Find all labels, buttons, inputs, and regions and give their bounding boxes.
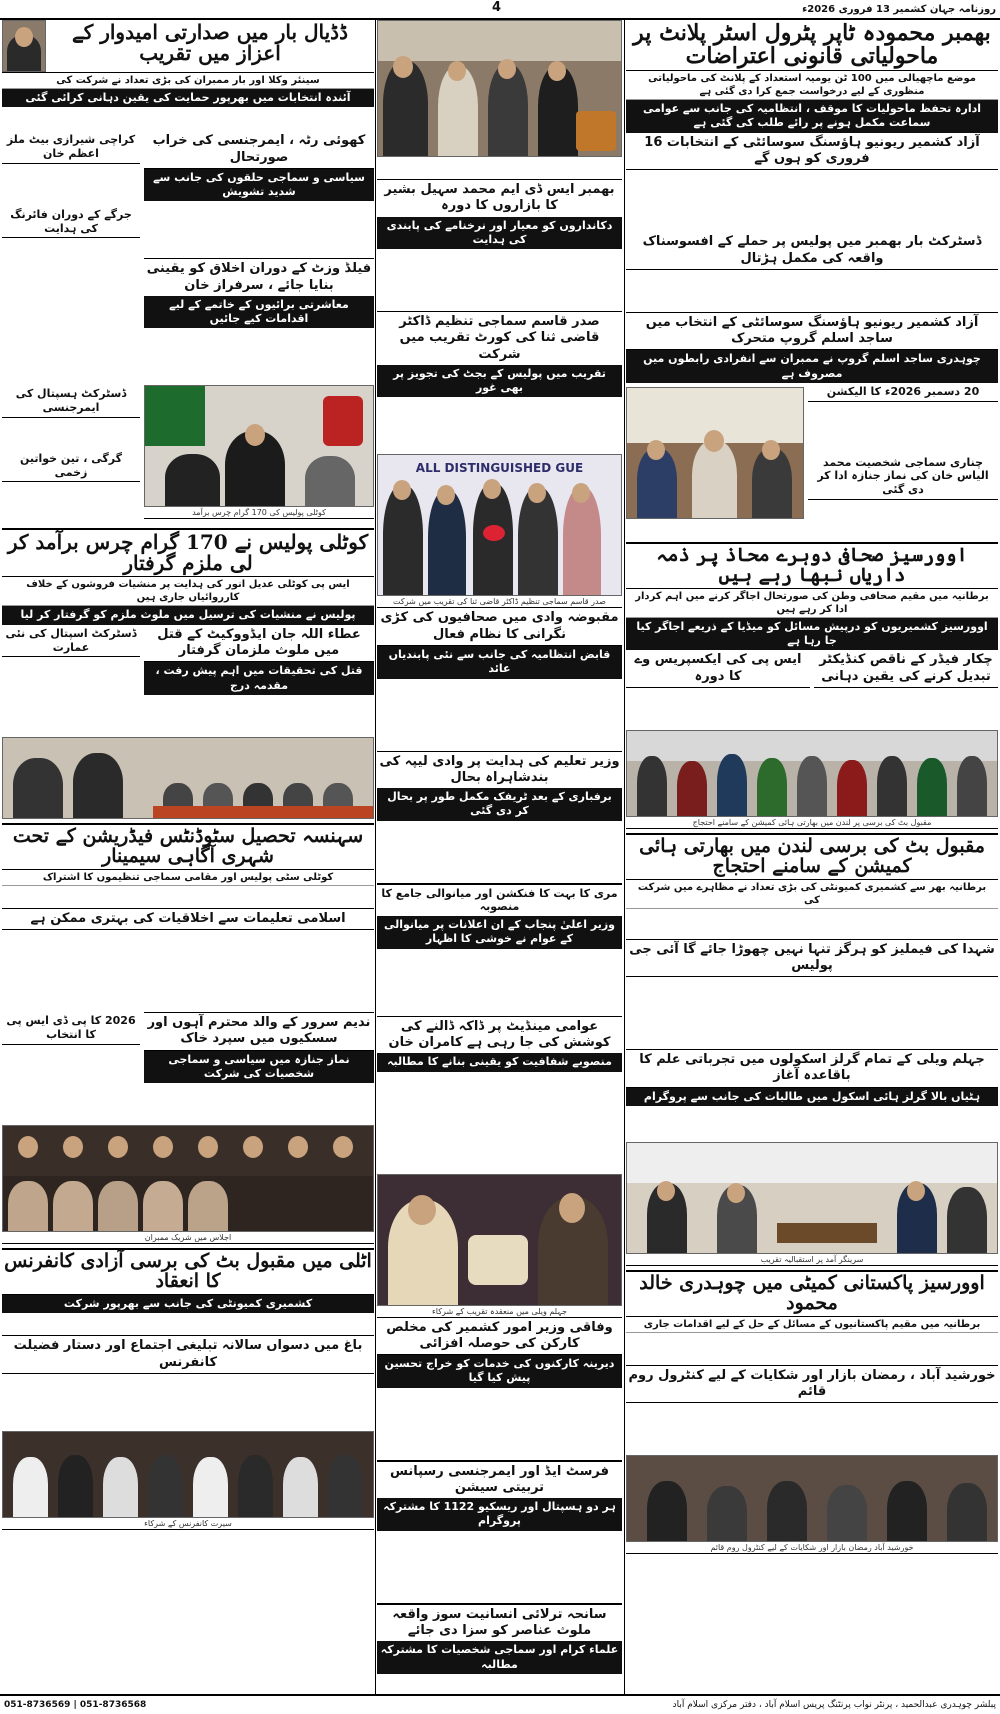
bar-field-visit: معاشرتی برائیوں کے خاتمے کے لیے اقدامات کیے جائیں [144, 296, 374, 329]
headline-gargi: گرگی ، تین خواتین زخمی [2, 450, 140, 483]
headline-nadeem-sarwar: ندیم سرور کے والد محترم آہوں اور سسکیوں میں سپرد خاک [144, 1012, 374, 1051]
bar-girls-schools: ہٹیاں بالا گرلز ہائی اسکول میں طالبات کی جانب سے پروگرام [626, 1088, 998, 1106]
headline-court-ceremony: صدر قاسم سماجی تنظیم ڈاکٹر قاضی ثنا کی کورٹ تقریب میں شرکت [377, 311, 622, 365]
headline-leepa-road: وزیر تعلیم کی ہدایت پر وادی لیپہ کی بندشاہراہ بحال [377, 751, 622, 789]
headline-martyrs-families: شہدا کی فیملیز کو ہرگز تنہا نہیں چھوڑا جائے گا آئی جی پولیس [626, 939, 998, 978]
bar-nadeem-sarwar: نماز جنازہ میں سیاسی و سماجی شخصیات کی شرکت [144, 1051, 374, 1084]
bar-overseas-journalists: اوورسیز کشمیریوں کو درپیش مسائل کو میڈیا کے ذریعے اجاگر کیا جا رہا ہے [626, 618, 998, 651]
headline-first-aid: فرسٹ ایڈ اور ایمرجنسی رسپانس تربیتی سیشن [377, 1460, 622, 1499]
bar-dadyal-bar: آئندہ انتخابات میں بھرپور حمایت کی یقین دہانی کرائی گئی [2, 89, 374, 107]
headline-sdm-visit: بھمبر ایس ڈی ایم محمد سہیل بشیر کا بازاروں کا دورہ [377, 179, 622, 217]
bar-leepa-road: برفباری کے بعد ٹریفک مکمل طور پر بحال کر دی گئی [377, 788, 622, 821]
headline-journalists-surveillance: مقبوضہ وادی میں صحافیوں کی کڑی نگرانی کا نظام فعال [377, 608, 622, 646]
headline-mianwali-project: مری کا بہت کا فنکشن اور میانوالی جامع کا منصوبہ [377, 883, 622, 917]
headline-election-2026: 20 دسمبر 2026ء کا الیکشن [808, 383, 998, 402]
article-text [377, 1388, 622, 1460]
bar-federal-minister: دیرینہ کارکنوں کی خدمات کو خراج تحسین پیش کیا گیا [377, 1355, 622, 1388]
bar-mianwali-project: وزیر اعلیٰ پنجاب کے ان اعلانات پر میانوالی کے عوام نے خوشی کا اظہار [377, 916, 622, 949]
caption-police: کوٹلی پولیس کی 170 گرام چرس برآمد [144, 507, 374, 519]
headline-housing-election: آزاد کشمیر ریونیو ہاؤسنگ سوسائٹی کے انتخابات 16 فروری کو ہوں گے [626, 133, 998, 171]
headline-ramadan-bazaar: خورشید آباد ، رمضان بازار اور شکایات کے لیے کنٹرول روم قائم [626, 1365, 998, 1404]
article-text [626, 909, 998, 939]
article-text [377, 249, 622, 311]
article-text [808, 402, 998, 454]
bar-journalists-surveillance: قابض انتظامیہ کی جانب سے نئی پابندیاں عائد [377, 646, 622, 679]
headline-dadyal-bar: ڈڈیال بار میں صدارتی امیدوار کے اعزاز میں تقریب [72, 20, 348, 65]
article-text [144, 328, 374, 385]
photo-portrait [2, 20, 46, 72]
article-text [377, 157, 622, 179]
article-text [144, 695, 374, 737]
footer-imprint: پبلشر چوہدری عبدالحمید ، پرنٹر نواب پرنٹنگ پریس اسلام آباد ، دفتر مرکزی اسلام آباد [672, 1700, 996, 1710]
subhead-dadyal-bar: سینئر وکلا اور بار ممبران کی بڑی تعداد نے شرکت کی [2, 73, 374, 89]
caption-control-room: خورشید آباد رمضان بازار اور شکایات کے لیے کنٹرول روم قائم [626, 1542, 998, 1554]
bar-sdm-visit: دکانداروں کو معیار اور نرخنامے کی پابندی کی ہدایت [377, 217, 622, 250]
column-right [626, 20, 998, 1692]
headline-tarlai-incident: سانحہ ترلائی انسانیت سوز واقعہ ملوث عناصر کو سزا دی جائے [377, 1603, 622, 1642]
bar-sajid-group: چوہدری ساجد اسلم گروپ نے ممبران سے انفرادی رابطوں میں مصروف ہے [626, 350, 998, 383]
photo-interview [377, 1174, 622, 1306]
article-text [2, 164, 140, 206]
photo-protest [626, 730, 998, 817]
bar-public-mandate: منصوبے شفافیت کو یقینی بنانے کا مطالبہ [377, 1053, 622, 1071]
photo-collage [2, 1125, 374, 1232]
article-text [2, 238, 140, 300]
headline-islamic-ethics: اسلامی تعلیمات سے اخلاقیات کی بہتری ممکن ہے [2, 908, 374, 930]
headline-feeder: چکار فیڈر کے ناقص کنڈیکٹر تبدیل کرنے کی یقین دہانی [814, 650, 998, 688]
subhead-student-seminar: کوٹلی سٹی پولیس اور مقامی سماجی تنظیموں کا اشتراک [2, 870, 374, 886]
photo-control-room [626, 1455, 998, 1542]
article-text [2, 418, 140, 450]
photo-market-visit [377, 20, 622, 157]
caption-interview: جہلم ویلی میں منعقدہ تقریب کے شرکاء [377, 1306, 622, 1318]
article-text [2, 1374, 374, 1431]
caption-collage: اجلاس میں شریک ممبران [2, 1232, 374, 1244]
caption-conference: سیرت کانفرنس کے شرکاء [2, 1518, 374, 1530]
headline-jirga: جرگے کے دوران فائرنگ کی ہدایت [2, 206, 140, 239]
bar-khoi-ratta: سیاسی و سماجی حلقوں کی جانب سے شدید تشویش [144, 169, 374, 202]
article-text [377, 397, 622, 454]
photo-award-ceremony [377, 454, 622, 596]
article-text [626, 688, 810, 730]
article-text [626, 170, 998, 232]
bar-italy-conference: کشمیری کمیونٹی کی جانب سے بھرپور شرکت [2, 1295, 374, 1313]
headline-karachi: کراچی شیرازی بیٹ ملز اعظم خان [2, 131, 140, 164]
article-text [626, 1333, 998, 1365]
photo-seminar-hall [2, 737, 374, 819]
article-text [626, 270, 998, 312]
photo-police-officers [144, 385, 374, 507]
article-text [377, 821, 622, 883]
article-text [814, 688, 998, 730]
article-text [808, 500, 998, 542]
subhead-plant: موضع ماچھیالی میں 100 ٹن یومیہ استعداد کے پلانٹ کی ماحولیاتی منظوری کے لیے درخواست جمع کرا دی گئی ہے [626, 71, 998, 100]
column-rule [624, 18, 625, 1694]
article-text [377, 679, 622, 751]
subhead-overseas-committee: برطانیہ میں مقیم پاکستانیوں کے مسائل کے حل کے لیے اقدامات جاری [626, 1317, 998, 1333]
subhead-maqbool-protest: برطانیہ بھر سے کشمیری کمیونٹی کی بڑی تعداد نے مظاہرے میں شرکت کی [626, 880, 998, 909]
headline-public-mandate: عوامی مینڈیٹ پر ڈاکہ ڈالنے کی کوشش کی جا رہی ہے کامران خان [377, 1016, 622, 1054]
article-text [626, 1403, 998, 1455]
bar-plant: ادارہ تحفظ ماحولیات کا موقف ، انتظامیہ کی جانب سے عوامی سماعت مکمل ہونے پر رائے طلب کی گئی ہے [626, 100, 998, 133]
headline-overseas-journalists: اوورسیز صحافی دوہرے محاذ پر ذمہ داریاں نبھا رہے ہیں [626, 544, 998, 589]
headline-maqbool-protest: مقبول بٹ کی برسی لندن میں بھارتی ہائی کمیشن کے سامنے احتجاج [626, 835, 998, 880]
headline-hospital-building: ڈسٹرکٹ اسپتال کی نئی عمارت [2, 625, 140, 658]
caption-award-ceremony: صدر قاسم سماجی تنظیم ڈاکٹر قاضی ثنا کی تقریب میں شرکت [377, 596, 622, 608]
bar-kotli-police: پولیس نے منشیات کی ترسیل میں ملوث ملزم کو گرفتار کر لیا [2, 606, 374, 624]
headline-expressway: ایس پی کی ایکسپریس وے کا دورہ [626, 650, 810, 688]
banner-text: ALL DISTINGUISHED GUE [415, 461, 584, 476]
caption-meeting-room: سرینگر آمد پر استقبالیہ تقریب [626, 1254, 998, 1266]
article-text [144, 201, 374, 258]
article-text [377, 1674, 622, 1692]
page-number: 4 [492, 0, 502, 15]
headline-federal-minister: وفاقی وزیر امور کشمیر کی مخلص کارکن کی حوصلہ افزائی [377, 1318, 622, 1356]
photo-meeting-room [626, 1142, 998, 1254]
headline-bagh-ijtima: باغ میں دسواں سالانہ تبلیغی اجتماع اور دستار فضیلت کانفرنس [2, 1335, 374, 1374]
article-text [626, 977, 998, 1049]
bar-first-aid: ہر دو ہسپتال اور ریسکیو 1122 کا مشترکہ پروگرام [377, 1498, 622, 1531]
caption-protest: مقبول بٹ کی برسی پر لندن میں بھارتی ہائی کمیشن کے سامنے احتجاج [626, 817, 998, 829]
headline-italy-conference: اٹلی میں مقبول بٹ کی برسی آزادی کانفرنس کا انعقاد [2, 1250, 374, 1295]
article-text [2, 657, 140, 719]
column-middle [377, 20, 622, 1692]
paper-dateline: روزنامہ جہان کشمیر 13 فروری 2026ء [802, 3, 996, 15]
headline-bar-strike: ڈسٹرکٹ بار بھمبر میں پولیس پر حملے کے افسوسناک واقعہ کی مکمل ہڑتال [626, 232, 998, 270]
article-text [2, 107, 374, 131]
footer [0, 1694, 1000, 1714]
article-text [2, 482, 140, 524]
headline-funeral: چناری سماجی شخصیت محمد الیاس خان کی نماز جنازہ ادا کر دی گئی [808, 454, 998, 500]
article-text [377, 949, 622, 1016]
headline-kotli-police: کوٹلی پولیس نے 170 گرام چرس برآمد کر لی ملزم گرفتار [2, 530, 374, 577]
headline-advocate-murder: عطاء اللہ جان ایڈووکیٹ کے قتل میں ملوث ملزمان گرفتار [144, 625, 374, 663]
bar-tarlai-incident: علماء کرام اور سماجی شخصیات کا مشترکہ مطالبہ [377, 1641, 622, 1674]
article-text [2, 1045, 140, 1097]
article-text [2, 1313, 374, 1335]
headline-field-visit: فیلڈ وزٹ کے دوران اخلاق کو یقینی بنایا جائے ، سرفراز خان [144, 258, 374, 296]
footer-phones: 051-8736569 | 051-8736568 [4, 1700, 147, 1710]
article-text [144, 1083, 374, 1125]
column-left [2, 20, 374, 1692]
subhead-overseas-journalists: برطانیہ میں مقیم صحافی وطن کی صورتحال اجاگر کرنے میں اہم کردار ادا کر رہے ہیں [626, 589, 998, 618]
headline-district-hospital: ڈسٹرکٹ ہسپتال کی ایمرجنسی [2, 385, 140, 418]
photo-office-meeting [626, 387, 804, 519]
bar-court-ceremony: تقریب میں پولیس کے بجٹ کی تجویز پر بھی غور [377, 365, 622, 398]
headline-khoi-ratta: کھوئی رٹہ ، ایمرجنسی کی خراب صورتحال [144, 131, 374, 169]
bar-advocate-murder: قتل کی تحقیقات میں اہم پیش رفت ، مقدمہ درج [144, 662, 374, 695]
photo-conference [2, 1431, 374, 1518]
article-text [2, 930, 374, 1012]
article-text [377, 1531, 622, 1603]
headline-pdsp-election: 2026 کا پی ڈی ایس پی کا انتخاب [2, 1012, 140, 1045]
article-text [2, 886, 374, 908]
column-rule [375, 18, 376, 1694]
article-text [626, 1106, 998, 1142]
headline-girls-schools: جہلم ویلی کے تمام گرلز اسکولوں میں تجرباتی علم کا باقاعدہ آغاز [626, 1049, 998, 1088]
subhead-kotli-police: ایس پی کوٹلی عدیل انور کی ہدایت پر منشیات فروشوں کے خلاف کارروائیاں جاری ہیں [2, 577, 374, 606]
headline-sajid-group: آزاد کشمیر ریونیو ہاؤسنگ سوسائٹی کے انتخاب میں ساجد اسلم گروپ متحرک [626, 312, 998, 351]
headline-student-seminar: سہنسہ تحصیل سٹوڈنٹس فیڈریشن کے تحت شہری آگاہی سیمینار [2, 825, 374, 870]
article-text [377, 1072, 622, 1174]
headline-overseas-committee: اوورسیز پاکستانی کمیٹی میں چوہدری خالد محمود [626, 1272, 998, 1317]
headline-plant: بھمبر محمودہ ٹاپر پٹرول اسٹر پلانٹ پر ماحولیاتی قانونی اعتراضات [626, 20, 998, 71]
